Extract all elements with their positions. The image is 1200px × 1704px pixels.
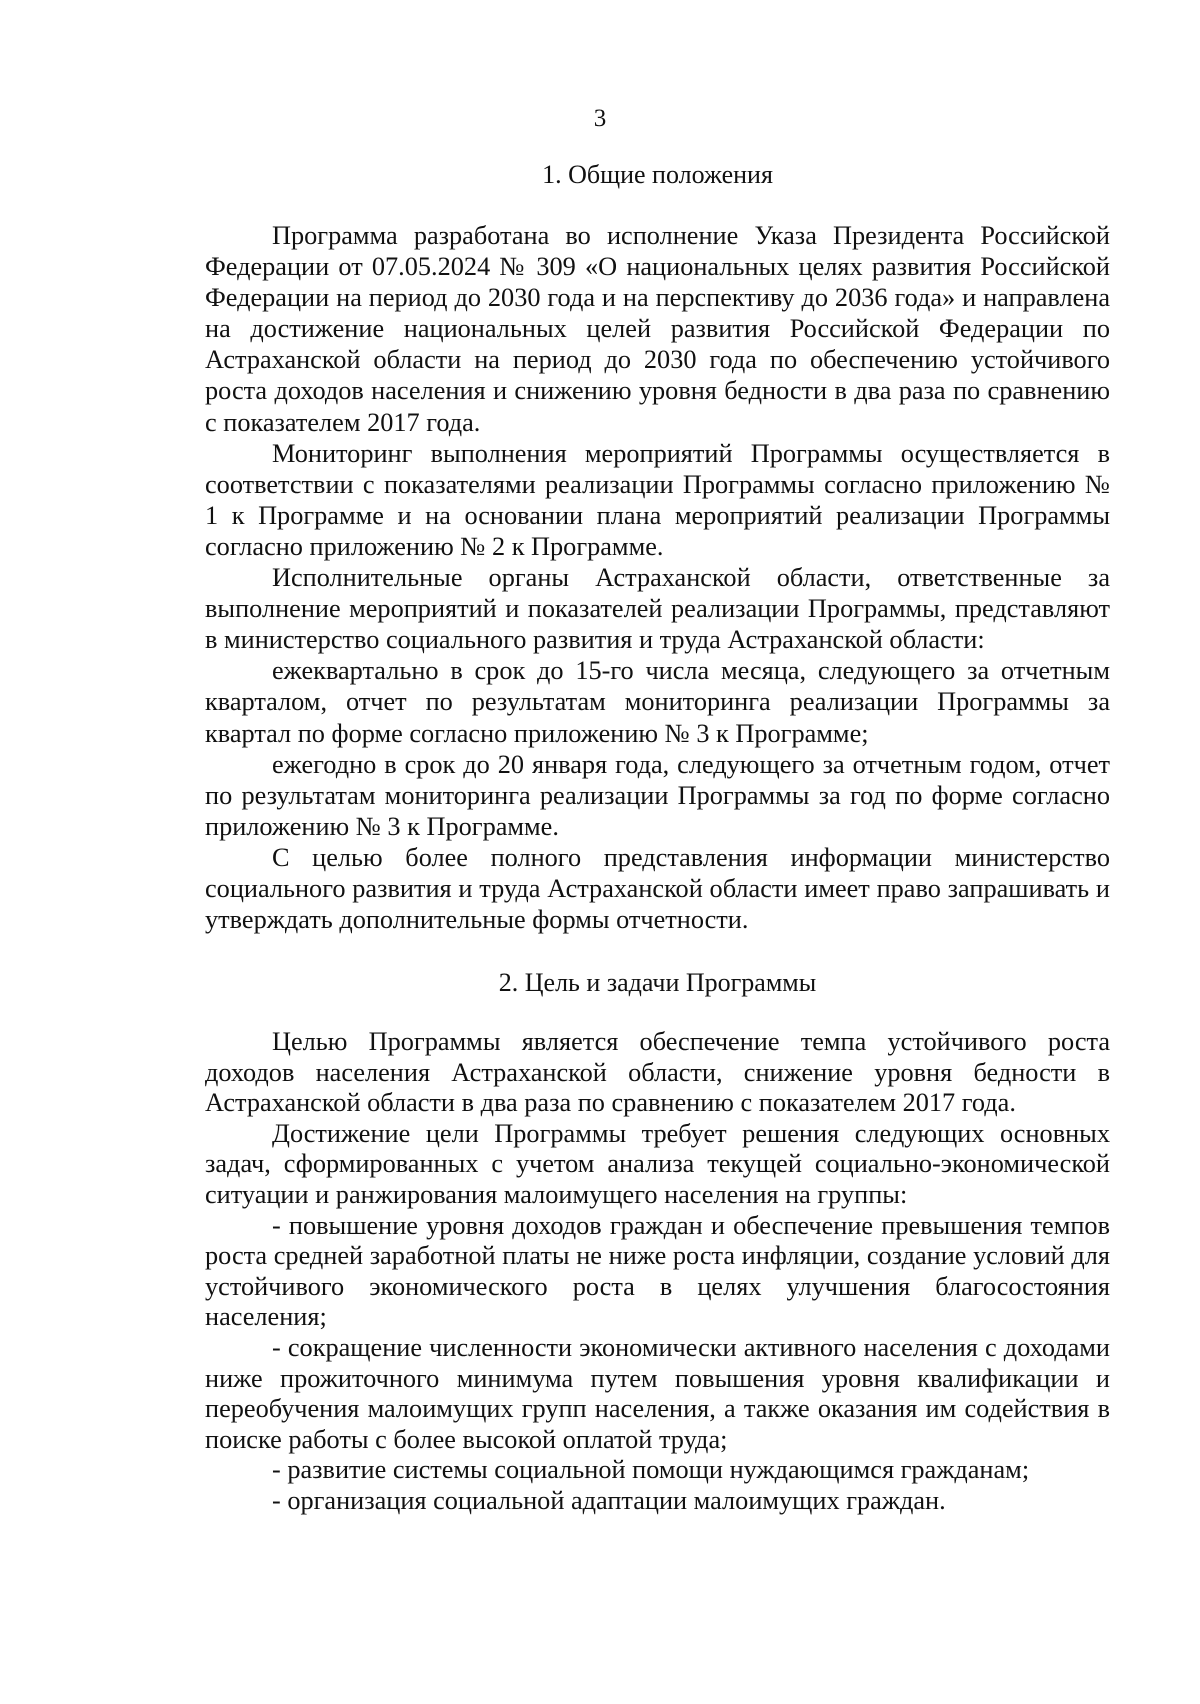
list-item-task: - развитие системы социальной помощи нуждающимся гражданам;: [272, 1455, 1030, 1485]
paragraph-program-basis: Программа разработана во исполнение Указа Президента Российской Федерации от 07.05.2024 № 309 «О национальных целях развития Российской Федерации на период до 2030 года и на перспективу до 2036 года» и направлена на достижение национальных целей развития Российской Федерации по Астраханской области на период до 2030 года по обеспечению устойчивого роста доходов населения и снижению уровня бедности в два раза по сравнению с показателем 2017 года.: [205, 221, 1110, 437]
list-item-task: - повышение уровня доходов граждан и обеспечение превышения темпов роста средней заработной платы не ниже роста инфляции, создание условий для устойчивого экономического роста в целях улучшения благосостояния населения;: [205, 1210, 1110, 1332]
paragraph-executive-bodies: Исполнительные органы Астраханской области, ответственные за выполнение мероприятий и показателей реализации Программы, представляют в министерство социального развития и труда Астраханской области:: [205, 563, 1110, 655]
paragraph-goal-achievement: Достижение цели Программы требует решения следующих основных задач, сформированных с учетом анализа текущей социально-экономической ситуации и ранжирования малоимущего населения на группы:: [205, 1118, 1110, 1209]
paragraph-quarterly-report: ежеквартально в срок до 15-го числа месяца, следующего за отчетным кварталом, отчет по результатам мониторинга реализации Программы за квартал по форме согласно приложению № 3 к Программе;: [205, 656, 1110, 748]
section-body-goal-and-tasks: [205, 1027, 1110, 1517]
list-item-task: - сокращение численности экономически активного населения с доходами ниже прожиточного минимума путем повышения уровня квалификации и переобучения малоимущих групп населения, а также оказания им содействия в поиске работы с более высокой оплатой труда;: [205, 1332, 1110, 1454]
section-heading-general-provisions: 1. Общие положения: [542, 160, 773, 189]
paragraph-program-goal: Целью Программы является обеспечение темпа устойчивого роста доходов населения Астраханской области, снижение уровня бедности в Астраханской области в два раза по сравнению с показателем 2017 года.: [205, 1027, 1110, 1118]
paragraph-annual-report: ежегодно в срок до 20 января года, следующего за отчетным годом, отчет по результатам мониторинга реализации Программы за год по форме согласно приложению № 3 к Программе.: [205, 749, 1110, 841]
paragraph-monitoring: Мониторинг выполнения мероприятий Программы осуществляется в соответствии с показателями реализации Программы согласно приложению № 1 к Программе и на основании плана мероприятий реализации Программы согласно приложению № 2 к Программе.: [205, 438, 1110, 561]
page-number: 3: [593, 105, 607, 132]
section-body-general-provisions: [205, 220, 1110, 935]
paragraph-additional-forms: С целью более полного представления информации министерство социального развития и труда Астраханской области имеет право запрашивать и утверждать дополнительные формы отчетности.: [205, 842, 1110, 935]
list-item-task: - организация социальной адаптации малоимущих граждан.: [272, 1485, 946, 1515]
section-heading-goal-and-tasks: 2. Цель и задачи Программы: [498, 968, 817, 997]
